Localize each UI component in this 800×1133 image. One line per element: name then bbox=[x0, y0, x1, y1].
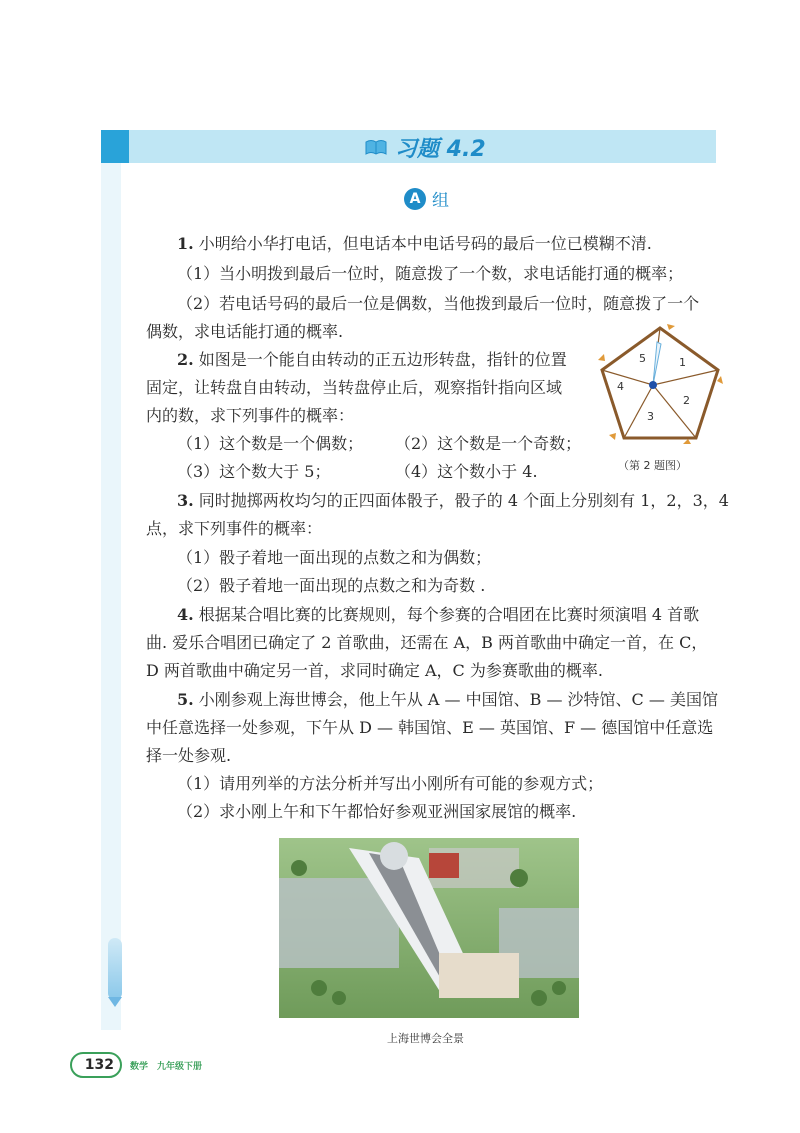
page-number: 132 bbox=[70, 1052, 122, 1078]
q2-sub1: （1）这个数是一个偶数； bbox=[177, 434, 364, 453]
q2-sub2: （2）这个数是一个奇数； bbox=[395, 434, 582, 453]
q3-sub1: （1）骰子着地一面出现的点数之和为偶数； bbox=[177, 548, 492, 567]
group-letter-badge: A bbox=[404, 188, 426, 210]
page-footer bbox=[70, 1052, 202, 1078]
spinner-center bbox=[649, 381, 657, 389]
spinner-number-1: 1 bbox=[679, 356, 686, 369]
spinner-number-3: 3 bbox=[647, 410, 654, 423]
photo-caption: 上海世博会全景 bbox=[387, 1032, 464, 1045]
spinner-number-5: 5 bbox=[639, 352, 646, 365]
side-tab-decoration bbox=[108, 938, 122, 1000]
q3-sub2: （2）骰子着地一面出现的点数之和为奇数 . bbox=[177, 576, 486, 595]
expo-aerial-photo bbox=[279, 838, 579, 1018]
q4-line2: 曲. 爱乐合唱团已确定了 2 首歌曲，还需在 A，B 两首歌曲中确定一首，在 C， bbox=[146, 633, 708, 652]
down-arrow-icon bbox=[108, 997, 122, 1007]
q2-line1: 2. 如图是一个能自由转动的正五边形转盘，指针的位置 bbox=[177, 350, 567, 369]
q2-line3: 内的数，求下列事件的概率： bbox=[146, 406, 355, 425]
q3-line2: 点，求下列事件的概率： bbox=[146, 519, 323, 538]
book-title: 数学 九年级下册 bbox=[130, 1061, 203, 1072]
q5-sub2: （2）求小刚上午和下午都恰好参观亚洲国家展馆的概率. bbox=[177, 802, 577, 821]
spinner-number-2: 2 bbox=[683, 394, 690, 407]
q1-line2: （1）当小明拨到最后一位时，随意拨了一个数，求电话能打通的概率； bbox=[177, 264, 684, 283]
q5-line1: 5. 小刚参观上海世博会，他上午从 A — 中国馆、B — 沙特馆、C — 美国馆 bbox=[177, 690, 718, 709]
q2-sub4: （4）这个数小于 4. bbox=[395, 462, 538, 481]
q1-line4: 偶数，求电话能打通的概率. bbox=[146, 322, 344, 341]
q2-sub3: （3）这个数大于 5； bbox=[177, 462, 331, 481]
q5-line3: 择一处参观. bbox=[146, 746, 232, 765]
q5-sub1: （1）请用列举的方法分析并写出小刚所有可能的参观方式； bbox=[177, 774, 604, 793]
group-a-heading: A 组 bbox=[404, 186, 449, 211]
header-accent-square bbox=[101, 130, 129, 163]
q4-line3: D 两首歌曲中确定另一首，求同时确定 A，C 为参赛歌曲的概率. bbox=[146, 661, 603, 680]
q4-line1: 4. 根据某合唱比赛的比赛规则，每个参赛的合唱团在比赛时须演唱 4 首歌 bbox=[177, 605, 700, 624]
pentagon-spinner-figure bbox=[595, 320, 725, 445]
spinner-number-4: 4 bbox=[617, 380, 624, 393]
q1-line1: 1. 小明给小华打电话，但电话本中电话号码的最后一位已模糊不清. bbox=[177, 234, 652, 253]
q3-line1: 3. 同时抛掷两枚均匀的正四面体骰子，骰子的 4 个面上分别刻有 1，2，3，4 bbox=[177, 491, 729, 510]
q5-line2: 中任意选择一处参观，下午从 D — 韩国馆、E — 英国馆、F — 德国馆中任意选 bbox=[146, 718, 714, 737]
q1-line3: （2）若电话号码的最后一位是偶数，当他拨到最后一位时，随意拨了一个 bbox=[177, 294, 700, 313]
figure-caption: （第 2 题图） bbox=[618, 459, 687, 472]
exercise-title: 习题 4.2 bbox=[365, 131, 486, 163]
book-icon bbox=[365, 138, 387, 156]
left-margin-strip bbox=[101, 130, 121, 1030]
q2-line2: 固定，让转盘自由转动，当转盘停止后，观察指针指向区域 bbox=[146, 378, 563, 397]
